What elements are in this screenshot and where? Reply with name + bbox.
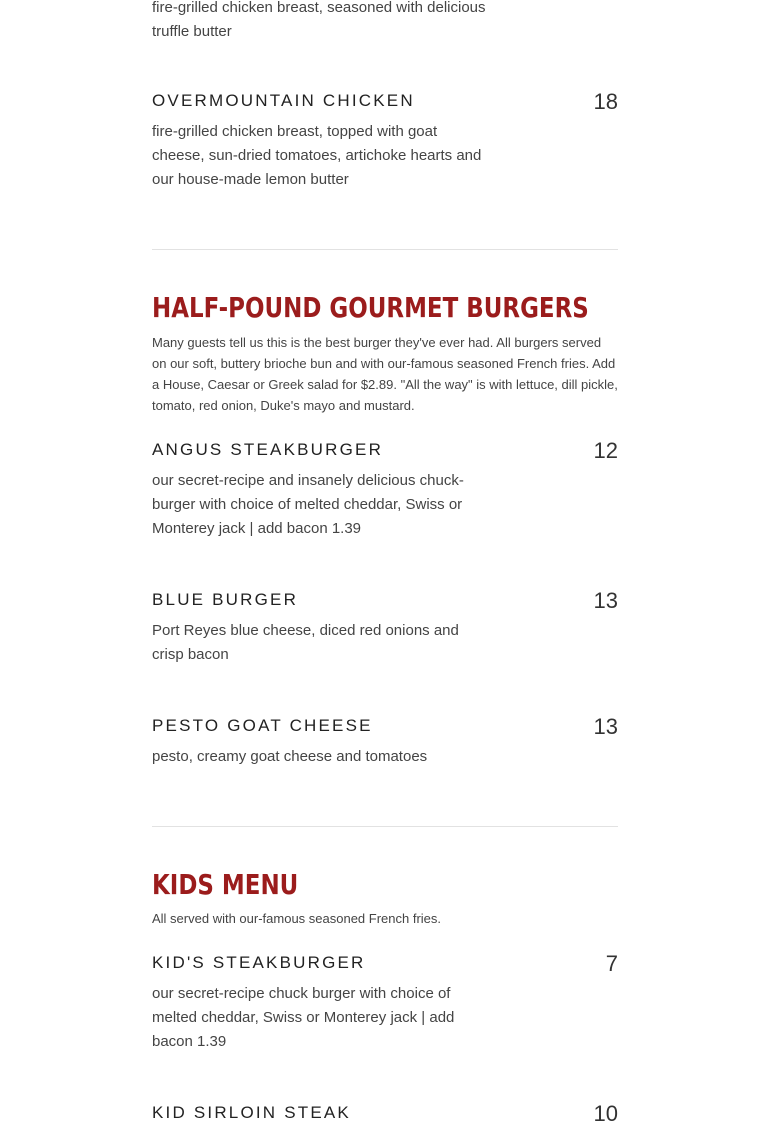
section-title-burgers: HALF-POUND GOURMET BURGERS xyxy=(152,291,589,324)
item-name-angus-steakburger: ANGUS STEAKBURGER xyxy=(152,440,384,459)
item-description-overmountain-chicken: fire-grilled chicken breast, topped with goat cheese, sun-dried tomatoes, artichoke hearts and our house-made lemon butter xyxy=(152,123,482,188)
item-price-overmountain-chicken: 18 xyxy=(593,89,618,114)
item-name-kids-steakburger: KID'S STEAKBURGER xyxy=(152,953,366,972)
item-name-pesto-goat-cheese: PESTO GOAT CHEESE xyxy=(152,716,373,735)
item-description-truffle-chicken: fire-grilled chicken breast, seasoned with delicious truffle butter xyxy=(152,0,486,40)
item-price-kids-steakburger: 7 xyxy=(605,951,618,976)
item-description-angus-steakburger: our secret-recipe and insanely delicious chuck-burger with choice of melted cheddar, Swiss or Monterey jack | add bacon 1.39 xyxy=(152,472,464,537)
item-description-kids-steakburger: our secret-recipe chuck burger with choice of melted cheddar, Swiss or Monterey jack | add bacon 1.39 xyxy=(152,985,455,1050)
section-intro-kids: All served with our-famous seasoned French fries. xyxy=(152,911,442,926)
item-name-overmountain-chicken: OVERMOUNTAIN CHICKEN xyxy=(152,91,415,110)
item-description-pesto-goat-cheese: pesto, creamy goat cheese and tomatoes xyxy=(152,748,428,765)
section-intro-burgers: Many guests tell us this is the best burger they've ever had. All burgers served on our soft, buttery brioche bun and with our-famous seasoned French fries. Add a House, Caesar or Greek salad for $2.89. "All the way" is with lettuce, dill pickle, tomato, red onion, Duke's mayo and mustard. xyxy=(152,335,618,413)
item-name-blue-burger: BLUE BURGER xyxy=(152,590,299,609)
item-name-kid-sirloin-steak: KID SIRLOIN STEAK xyxy=(152,1103,351,1122)
item-price-blue-burger: 13 xyxy=(593,588,618,613)
section-title-kids: KIDS MENU xyxy=(152,868,299,901)
section-divider xyxy=(152,249,618,250)
item-price-kid-sirloin-steak: 10 xyxy=(593,1101,618,1126)
section-divider xyxy=(152,826,618,827)
item-description-blue-burger: Port Reyes blue cheese, diced red onions and crisp bacon xyxy=(152,622,459,663)
item-price-angus-steakburger: 12 xyxy=(593,438,618,463)
item-price-pesto-goat-cheese: 13 xyxy=(593,714,618,739)
